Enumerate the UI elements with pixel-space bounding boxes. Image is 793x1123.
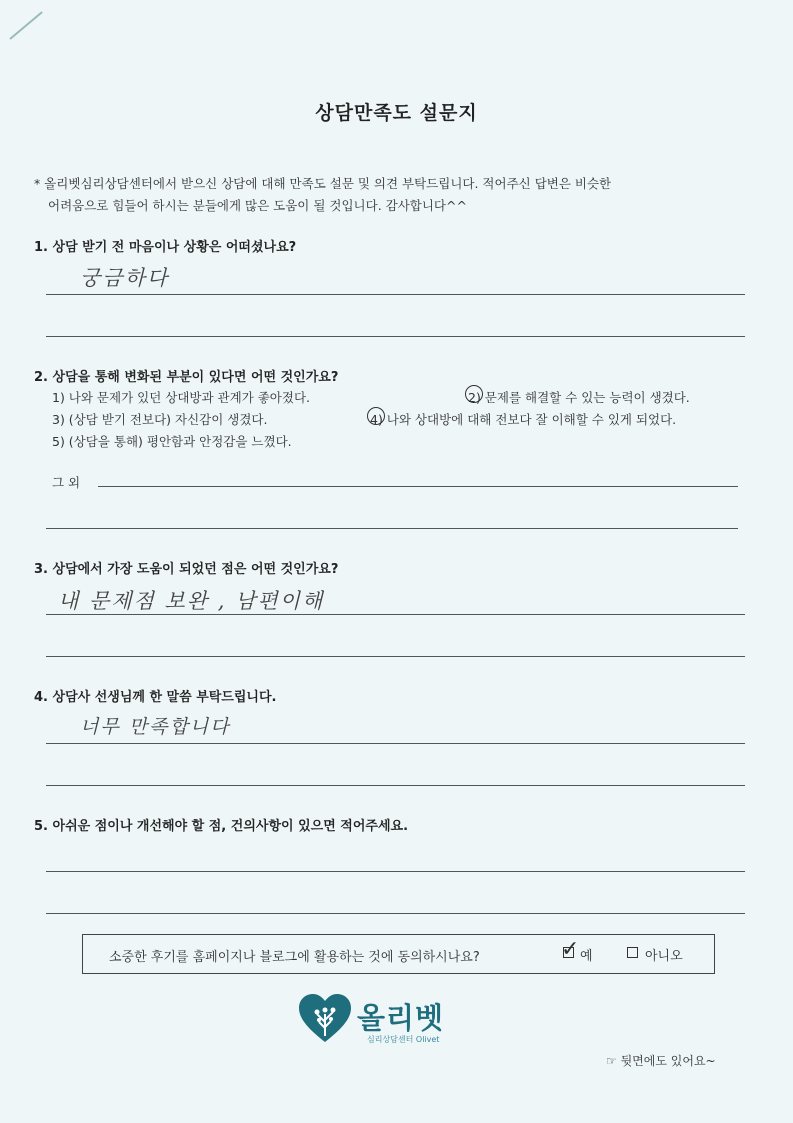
no-checkbox[interactable] — [627, 947, 638, 958]
question-2: 2. 상담을 통해 변화된 부분이 있다면 어떤 것인가요? — [34, 370, 339, 385]
check-mark-icon: ✓ — [561, 937, 580, 962]
answer-line — [46, 656, 745, 657]
answer-line — [46, 785, 745, 786]
intro-line-2: 어려움으로 힘들어 하시는 분들에게 많은 도움이 될 것입니다. 감사합니다^^ — [48, 198, 467, 213]
answer-line — [46, 336, 745, 337]
answer-line — [98, 486, 738, 487]
intro-text — [34, 173, 734, 217]
question-5: 5. 아쉬운 점이나 개선해야 할 점, 건의사항이 있으면 적어주세요. — [34, 819, 409, 834]
heart-tree-icon — [297, 992, 353, 1044]
answer-line — [46, 294, 745, 295]
answer-line — [46, 871, 745, 872]
option-3: 3) (상담 받기 전보다) 자신감이 생겼다. — [52, 412, 268, 427]
pen-stroke-mark — [9, 11, 42, 40]
answer-line — [46, 743, 745, 744]
option-4: 4) 나와 상대방에 대해 전보다 잘 이해할 수 있게 되었다. — [370, 412, 677, 427]
logo-subtitle: 심리상담센터 Olivet — [367, 1035, 440, 1044]
answer-line — [46, 528, 738, 529]
option-5: 5) (상담을 통해) 평안함과 안정감을 느꼈다. — [52, 434, 292, 449]
page-title: 상담만족도 설문지 — [315, 102, 478, 124]
question-1: 1. 상담 받기 전 마음이나 상황은 어떠셨나요? — [34, 240, 297, 255]
answer-3-handwritten: 내 문제점 보완 , 남편이해 — [58, 589, 325, 613]
answer-1-handwritten: 궁금하다 — [80, 266, 170, 290]
option-1: 1) 나와 문제가 있던 상대방과 관계가 좋아졌다. — [52, 390, 310, 405]
olivet-logo — [297, 992, 457, 1048]
answer-line — [46, 614, 745, 615]
yes-label: 예 — [580, 949, 593, 964]
selected-circle-mark — [465, 385, 483, 403]
logo-name: 올리벳 — [357, 1001, 445, 1035]
question-3: 3. 상담에서 가장 도움이 되었던 점은 어떤 것인가요? — [34, 562, 339, 577]
consent-box — [82, 934, 715, 974]
etc-label: 그 외 — [52, 475, 81, 490]
no-label: 아니오 — [645, 949, 683, 964]
answer-line — [46, 913, 745, 914]
answer-4-handwritten: 너무 만족합니다 — [80, 716, 231, 738]
question-4: 4. 상담사 선생님께 한 말씀 부탁드립니다. — [34, 690, 277, 705]
consent-question: 소중한 후기를 홈페이지나 블로그에 활용하는 것에 동의하시나요? — [109, 950, 480, 965]
intro-line-1: * 올리벳심리상담센터에서 받으신 상담에 대해 만족도 설문 및 의견 부탁드립니다. 적어주신 답변은 비슷한 — [34, 176, 612, 191]
footer-note: ☞ 뒷면에도 있어요~ — [606, 1054, 716, 1068]
selected-circle-mark — [367, 407, 385, 425]
option-2: 2) 문제를 해결할 수 있는 능력이 생겼다. — [468, 390, 690, 405]
